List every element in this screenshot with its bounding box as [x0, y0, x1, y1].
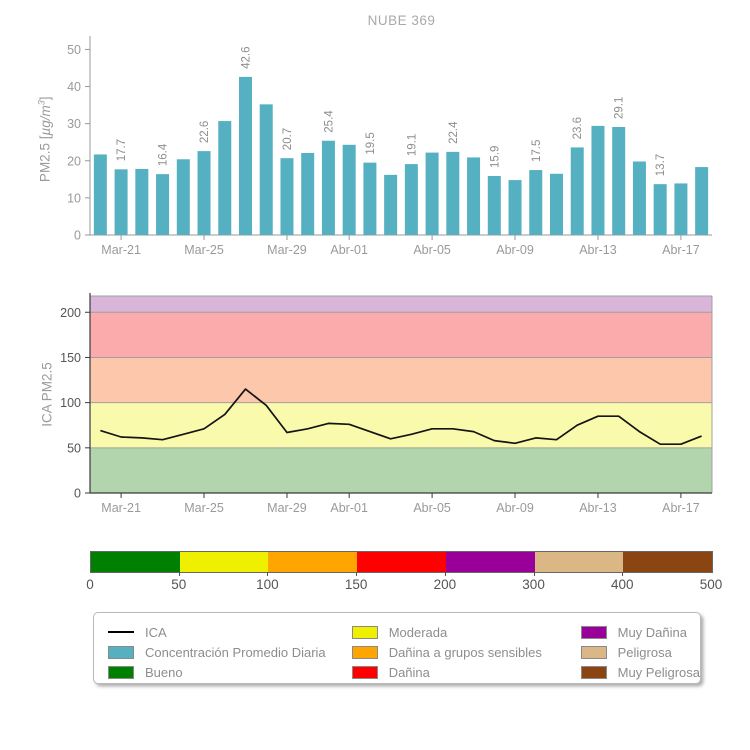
scale-segment-muy-danina	[446, 552, 535, 572]
scale-tick-label: 150	[344, 577, 368, 592]
line-xtick-label: Abr-09	[496, 501, 534, 515]
legend-item	[581, 642, 700, 662]
scale-tick-label: 200	[433, 577, 457, 592]
bar	[260, 104, 273, 235]
ylabel-prefix: PM2.5 [	[37, 135, 53, 183]
legend-item-label: Moderada	[388, 624, 448, 640]
scale-segment-bueno	[91, 552, 180, 572]
bar-value-label: 29.1	[613, 96, 626, 119]
bar-value-label: 25.4	[323, 110, 336, 133]
bar-value-label: 16.4	[157, 143, 170, 167]
bar-xtick-label: Mar-29	[267, 243, 307, 257]
bar-value-label: 15.9	[489, 145, 502, 168]
bar	[384, 175, 397, 235]
bar	[94, 154, 107, 235]
bar	[654, 184, 667, 235]
legend-item-label: Dañina	[388, 665, 430, 681]
scale-tick-label: 400	[611, 577, 634, 592]
band-danina	[90, 312, 712, 357]
bar-xtick-label: Abr-09	[496, 243, 534, 257]
legend-color-swatch	[581, 646, 607, 659]
bar-xtick-label: Abr-01	[330, 243, 368, 257]
bar-ytick-label: 0	[74, 228, 81, 243]
bar	[156, 174, 169, 235]
legend-color-swatch	[108, 646, 134, 659]
bar	[529, 170, 542, 235]
bar-value-label: 42.6	[240, 46, 253, 69]
scale-tick-label: 0	[86, 577, 94, 592]
legend-item	[108, 622, 352, 642]
bar	[218, 121, 231, 235]
scale-tick-mark	[534, 572, 535, 576]
bar	[695, 167, 708, 235]
bar	[446, 152, 459, 235]
scale-segment-muy-peligrosa	[623, 552, 712, 572]
bar-ytick-label: 30	[67, 117, 81, 132]
ica-line-chart	[55, 283, 715, 523]
legend-color-swatch	[352, 666, 378, 679]
chart-title: NUBE 369	[367, 13, 436, 28]
line-ytick-label: 50	[67, 441, 81, 456]
bar-value-label: 13.7	[655, 153, 668, 177]
band-muy-danina	[90, 296, 712, 312]
ica-scale-colorbar	[90, 551, 713, 573]
legend-item	[581, 622, 700, 642]
legend-item-label: Concentración Promedio Diaria	[145, 644, 326, 660]
scale-tick-mark	[179, 572, 180, 576]
bar-value-label: 22.6	[199, 120, 211, 144]
bar	[674, 183, 687, 235]
bar	[301, 153, 314, 235]
bar-value-label: 23.6	[572, 117, 585, 140]
legend-box	[93, 612, 701, 684]
bar	[550, 174, 563, 235]
ylabel-suffix: ]	[37, 96, 53, 101]
scale-tick-mark	[267, 572, 268, 576]
bar-value-label: 19.1	[406, 133, 419, 157]
bar-xtick-label: Mar-25	[184, 243, 224, 257]
bar	[363, 163, 376, 235]
bar	[571, 147, 584, 235]
line-ytick-label: 100	[60, 396, 81, 411]
bar	[633, 162, 646, 235]
bar-value-label: 17.5	[530, 139, 543, 162]
bar	[115, 169, 128, 235]
bar-xtick-label: Abr-13	[579, 243, 617, 257]
bar	[280, 158, 293, 235]
legend-item-label: Bueno	[145, 665, 183, 681]
bar-xtick-label: Mar-21	[101, 243, 141, 257]
line-xtick-label: Mar-25	[184, 501, 224, 515]
bar	[198, 151, 211, 235]
bar-ytick-label: 10	[67, 191, 81, 206]
pm25-bar-chart	[55, 32, 715, 264]
legend-item	[352, 663, 581, 683]
ylabel-unit: µg/m	[37, 105, 53, 136]
legend-item	[108, 663, 352, 683]
scale-segment-danina-grupos-sensibles	[268, 552, 357, 572]
legend-item-label: Peligrosa	[617, 644, 672, 660]
line-xtick-label: Mar-21	[101, 501, 141, 515]
scale-segment-danina	[357, 552, 446, 572]
bar	[426, 153, 439, 235]
bar-chart-ylabel	[36, 54, 53, 224]
scale-tick-label: 100	[256, 577, 279, 592]
bar	[591, 126, 604, 235]
legend-color-swatch	[352, 646, 378, 659]
scale-tick-mark	[622, 572, 623, 576]
bar-value-label: 20.7	[282, 127, 294, 151]
ylabel-exponent: 3	[35, 100, 46, 106]
legend-item-label: ICA	[145, 624, 167, 640]
line-ytick-label: 200	[60, 305, 81, 320]
bar	[612, 127, 625, 235]
bar	[509, 180, 522, 235]
legend-color-swatch	[581, 626, 607, 639]
legend-item	[581, 663, 700, 683]
bar	[343, 145, 356, 235]
bar-ytick-label: 50	[67, 42, 81, 57]
legend-color-swatch	[108, 666, 134, 679]
scale-tick-label: 300	[522, 577, 545, 592]
scale-tick-mark	[356, 572, 357, 576]
bar	[488, 176, 501, 235]
bar-value-label: 19.5	[364, 132, 377, 155]
legend-item-label: Dañina a grupos sensibles	[388, 644, 542, 660]
bar	[322, 141, 335, 235]
legend-column	[108, 622, 352, 683]
line-ytick-label: 0	[74, 486, 81, 501]
bar	[467, 157, 480, 235]
line-xtick-label: Mar-29	[267, 501, 307, 515]
scale-tick-mark	[445, 572, 446, 576]
bar-xtick-label: Abr-17	[662, 243, 700, 257]
bar	[135, 169, 148, 235]
bar	[405, 164, 418, 235]
scale-segment-moderada	[180, 552, 269, 572]
legend-item	[352, 622, 581, 642]
line-xtick-label: Abr-13	[579, 501, 617, 515]
legend-color-swatch	[581, 666, 607, 679]
bar-value-label: 17.7	[116, 138, 129, 162]
band-danina-grupos-sensibles	[90, 357, 712, 402]
legend-color-swatch	[352, 626, 378, 639]
scale-segment-peligrosa	[535, 552, 624, 572]
legend-item	[108, 642, 352, 662]
bar-value-label: 22.4	[447, 121, 460, 144]
line-xtick-label: Abr-17	[662, 501, 700, 515]
bar	[239, 77, 252, 235]
line-xtick-label: Abr-05	[413, 501, 451, 515]
legend-line-swatch	[108, 631, 134, 634]
line-chart-ylabel: ICA PM2.5	[39, 362, 55, 427]
legend-column	[352, 622, 581, 683]
line-xtick-label: Abr-01	[330, 501, 368, 515]
band-moderada	[90, 403, 712, 448]
scale-tick-label: 500	[699, 577, 723, 592]
legend-item	[352, 642, 581, 662]
band-bueno	[90, 448, 712, 493]
legend-column	[581, 622, 700, 683]
bar-xtick-label: Abr-05	[413, 243, 451, 257]
bar-ytick-label: 20	[67, 154, 81, 169]
bar	[177, 159, 190, 235]
legend-item-label: Muy Dañina	[617, 624, 687, 640]
legend-item-label: Muy Peligrosa	[617, 665, 700, 681]
bar-ytick-label: 40	[67, 80, 81, 95]
scale-tick-label: 50	[171, 577, 187, 592]
line-ytick-label: 150	[60, 350, 81, 365]
